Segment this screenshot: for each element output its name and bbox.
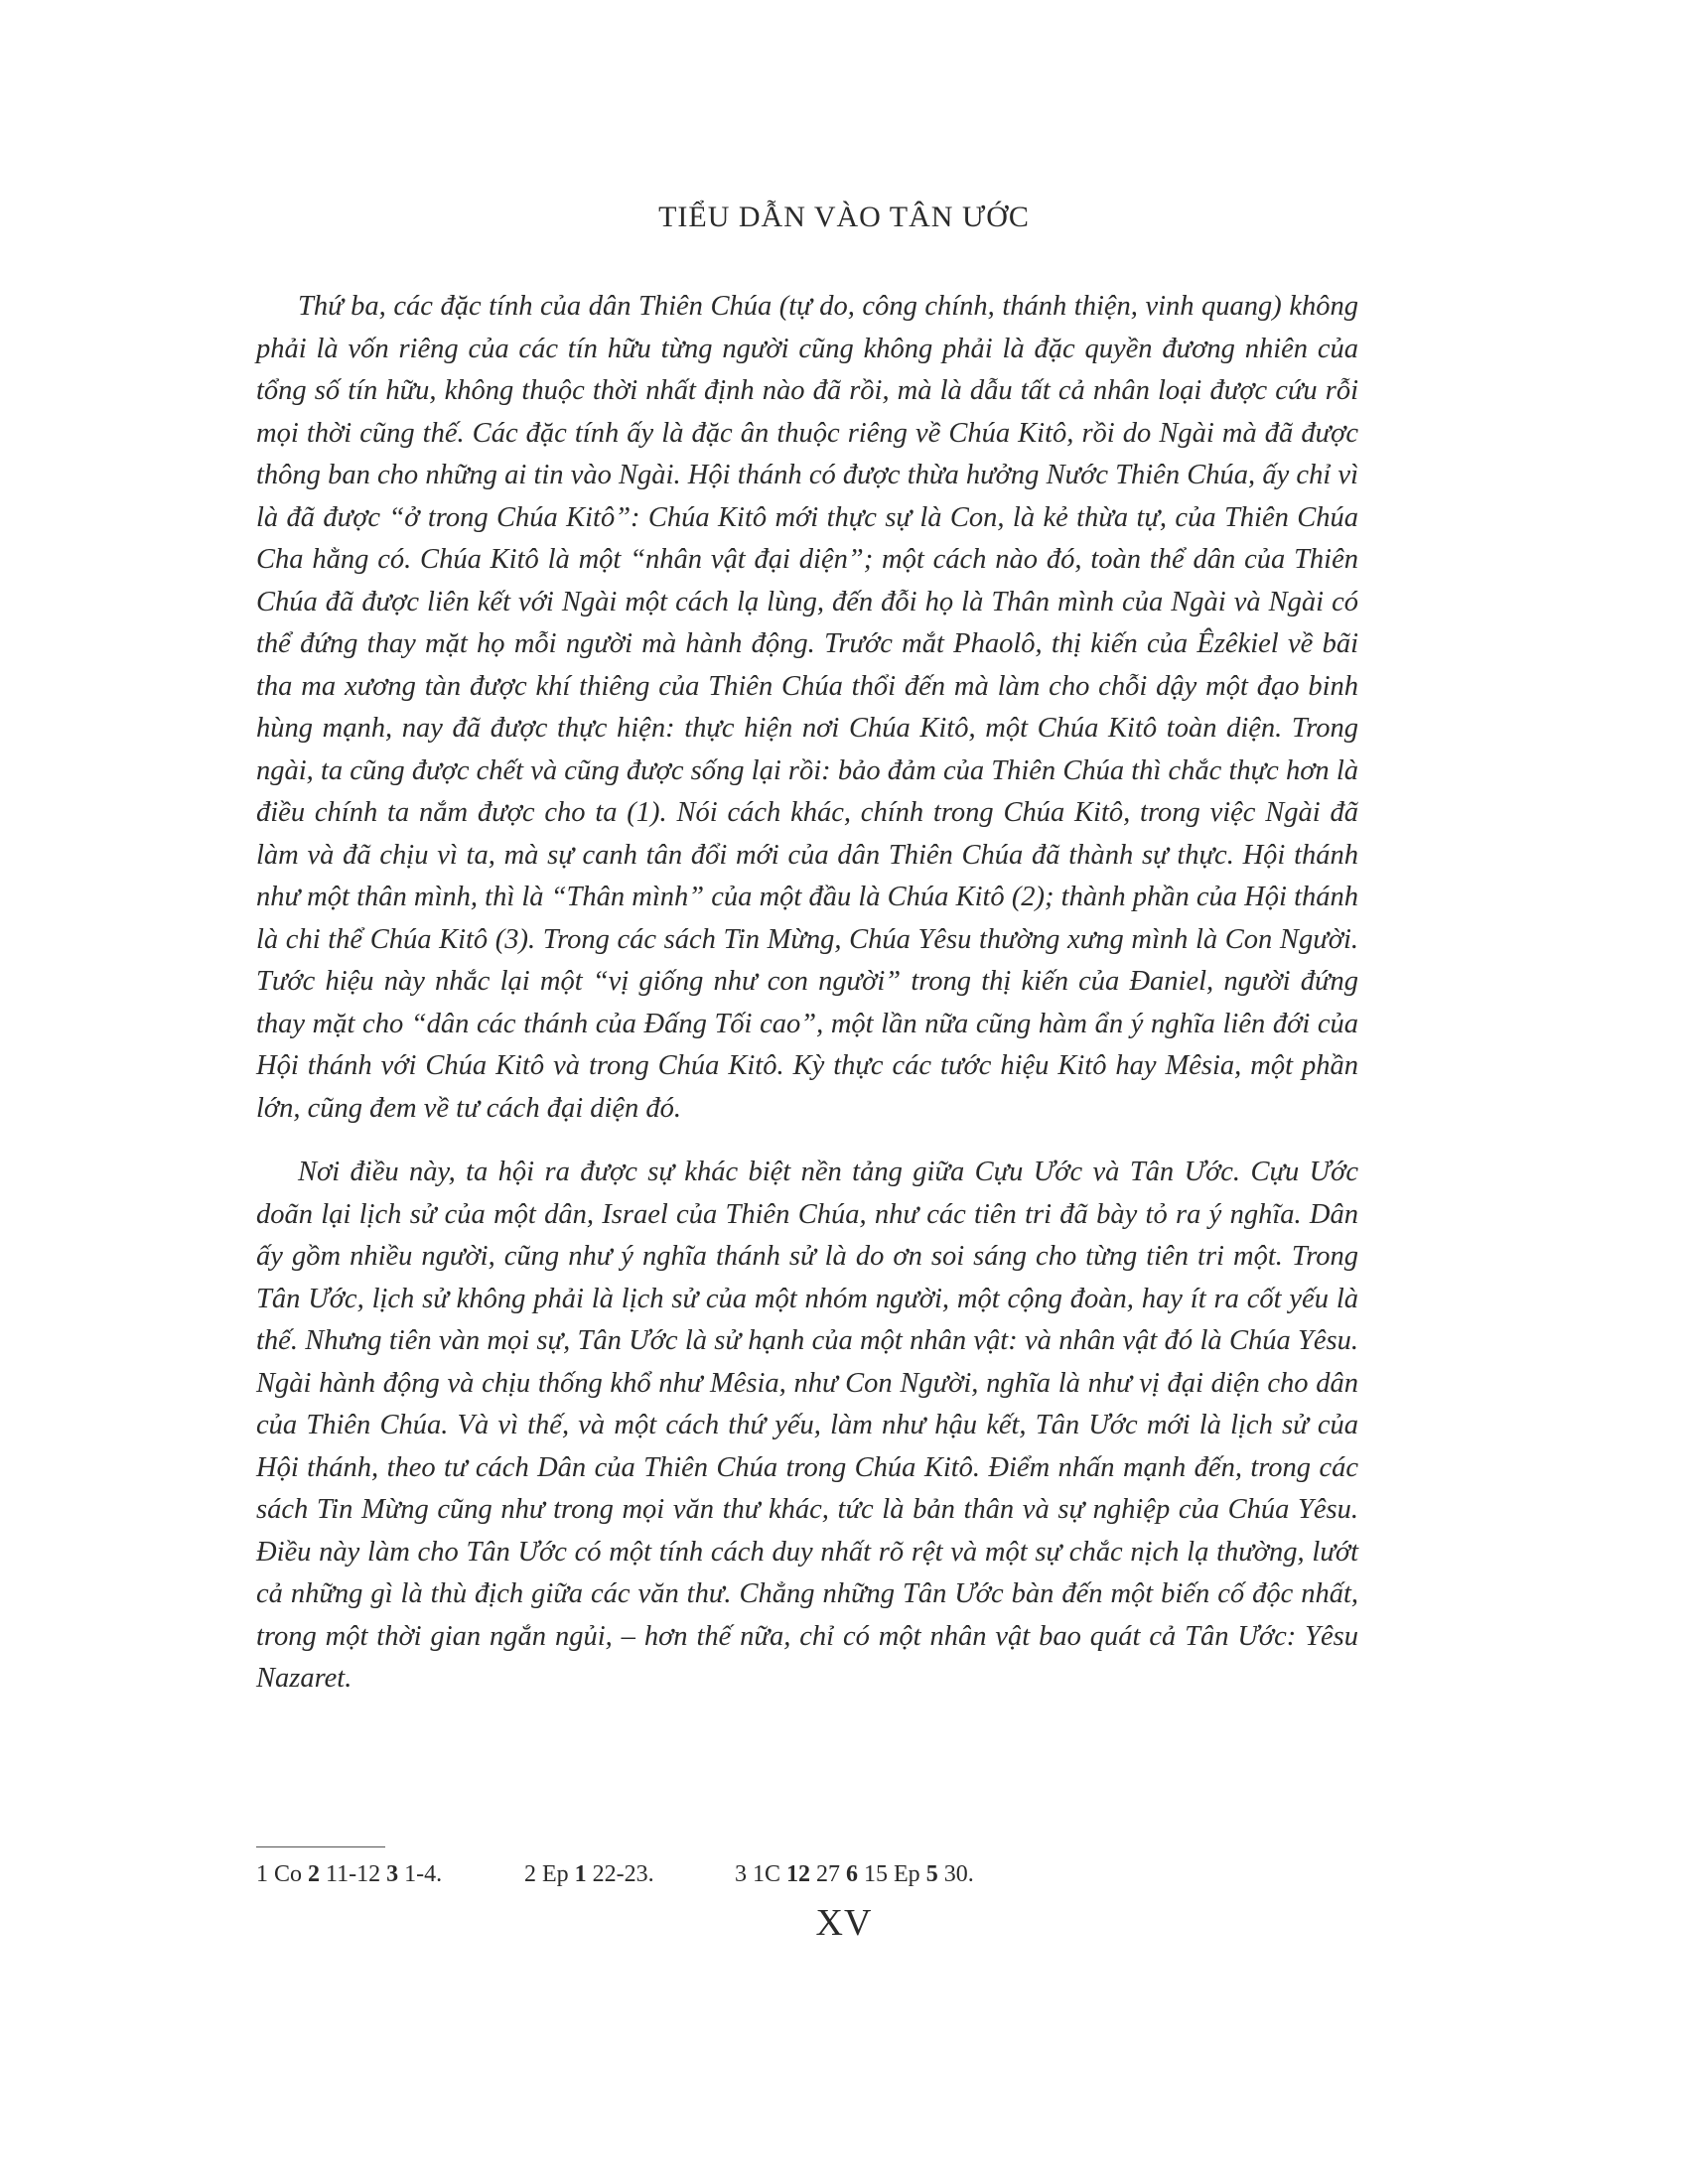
footnote-3-part-7: 30.: [937, 1861, 974, 1887]
footnote-1-part-1: 1 Co: [256, 1861, 309, 1887]
footnote-divider: [256, 1846, 385, 1847]
footnote-3-part-2: 12: [786, 1861, 811, 1887]
body-text: [256, 286, 1358, 1701]
footnotes: [256, 1858, 974, 1890]
running-header: TIỂU DẪN VÀO TÂN ƯỚC: [658, 201, 1030, 233]
footnote-2-part-2: 1: [574, 1861, 587, 1887]
footnote-2-part-3: 22-23.: [586, 1861, 654, 1887]
footnote-1: [256, 1858, 524, 1890]
footnote-3-part-5: 15 Ep: [858, 1861, 926, 1887]
footnote-3-part-1: 3 1C: [735, 1861, 787, 1887]
footnote-2: [524, 1858, 735, 1890]
footnote-1-part-5: 1-4.: [398, 1861, 443, 1887]
footnote-3: [735, 1858, 974, 1890]
footnote-1-part-3: 11-12: [320, 1861, 387, 1887]
footnote-3-part-3: 27: [810, 1861, 847, 1887]
footnote-3-part-4: 6: [846, 1861, 859, 1887]
footnote-3-part-6: 5: [925, 1861, 938, 1887]
footnote-1-part-2: 2: [308, 1861, 321, 1887]
paragraph-1: Thứ ba, các đặc tính của dân Thiên Chúa (tự do, công chính, thánh thiện, vinh quang) không phải là vốn riêng của các tín hữu từng người cũng không phải là đặc quyền đương nhiên của tổng số tín hữu, không thuộc thời nhất định nào đã rồi, mà là dẫu tất cả nhân loại được cứu rỗi mọi thời cũng thế. Các đặc tính ấy là đặc ân thuộc riêng về Chúa Kitô, rồi do Ngài mà đã được thông ban cho những ai tin vào Ngài. Hội thánh có được thừa hưởng Nước Thiên Chúa, ấy chỉ vì là đã được “ở trong Chúa Kitô”: Chúa Kitô mới thực sự là Con, là kẻ thừa tự, của Thiên Chúa Cha hằng có. Chúa Kitô là một “nhân vật đại diện”; một cách nào đó, toàn thể dân của Thiên Chúa đã được liên kết với Ngài một cách lạ lùng, đến đỗi họ là Thân mình của Ngài và Ngài có thể đứng thay mặt họ mỗi người mà hành động. Trước mắt Phaolô, thị kiến của Êzêkiel về bãi tha ma xương tàn được khí thiêng của Thiên Chúa thổi đến mà làm cho chỗi dậy một đạo binh hùng mạnh, nay đã được thực hiện: thực hiện nơi Chúa Kitô, một Chúa Kitô toàn diện. Trong ngài, ta cũng được chết và cũng được sống lại rồi: bảo đảm của Thiên Chúa thì chắc thực hơn là điều chính ta nắm được cho ta (1). Nói cách khác, chính trong Chúa Kitô, trong việc Ngài đã làm và đã chịu vì ta, mà sự canh tân đổi mới của dân Thiên Chúa đã thành sự thực. Hội thánh như một thân mình, thì là “Thân mình” của một đầu là Chúa Kitô (2); thành phần của Hội thánh là chi thể Chúa Kitô (3). Trong các sách Tin Mừng, Chúa Yêsu thường xưng mình là Con Người. Tước hiệu này nhắc lại một “vị giống như con người” trong thị kiến của Đaniel, người đứng thay mặt cho “dân các thánh của Đấng Tối cao”, một lần nữa cũng hàm ẩn ý nghĩa liên đới của Hội thánh với Chúa Kitô và trong Chúa Kitô. Kỳ thực các tước hiệu Kitô hay Mêsia, một phần lớn, cũng đem về tư cách đại diện đó.: [256, 291, 1358, 1124]
footnote-2-part-1: 2 Ep: [524, 1861, 575, 1887]
footnote-1-part-4: 3: [386, 1861, 399, 1887]
page-number: XV: [815, 1902, 873, 1944]
paragraph-2: Nơi điều này, ta hội ra được sự khác biệt nền tảng giữa Cựu Ước và Tân Ước. Cựu Ước doãn lại lịch sử của một dân, Israel của Thiên Chúa, như các tiên tri đã bày tỏ ra ý nghĩa. Dân ấy gồm nhiều người, cũng như ý nghĩa thánh sử là do ơn soi sáng cho từng tiên tri một. Trong Tân Ước, lịch sử không phải là lịch sử của một nhóm người, một cộng đoàn, hay ít ra cốt yếu là thế. Nhưng tiên vàn mọi sự, Tân Ước là sử hạnh của một nhân vật: và nhân vật đó là Chúa Yêsu. Ngài hành động và chịu thống khổ như Mêsia, như Con Người, nghĩa là như vị đại diện cho dân của Thiên Chúa. Và vì thế, và một cách thứ yếu, làm như hậu kết, Tân Ước mới là lịch sử của Hội thánh, theo tư cách Dân của Thiên Chúa trong Chúa Kitô. Điểm nhấn mạnh đến, trong các sách Tin Mừng cũng như trong mọi văn thư khác, tức là bản thân và sự nghiệp của Chúa Yêsu. Điều này làm cho Tân Ước có một tính cách duy nhất rõ rệt và một sự chắc nịch lạ thường, lướt cả những gì là thù địch giữa các văn thư. Chẳng những Tân Ước bàn đến một biến cố độc nhất, trong một thời gian ngắn ngủi, – hơn thế nữa, chỉ có một nhân vật bao quát cả Tân Ước: Yêsu Nazaret.: [256, 1157, 1358, 1694]
